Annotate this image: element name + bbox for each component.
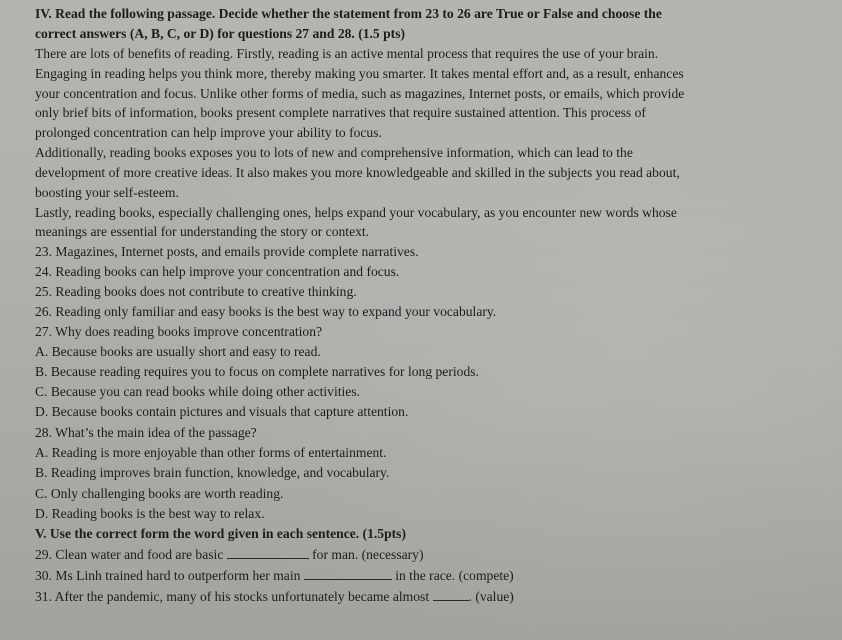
word-form-item-30: [35, 568, 514, 584]
q28-option-a: A. Reading is more enjoyable than other forms of entertainment.: [35, 445, 387, 460]
statement-23: 23. Magazines, Internet posts, and emails provide complete narratives.: [35, 244, 419, 259]
passage-line: Lastly, reading books, especially challenging ones, helps expand your vocabulary, as you encounter new words whose: [35, 205, 677, 220]
passage-line: prolonged concentration can help improve your ability to focus.: [35, 125, 382, 140]
statement-25: 25. Reading books does not contribute to creative thinking.: [35, 284, 357, 299]
word-form-item-29: [35, 547, 424, 563]
passage-line: development of more creative ideas. It also makes you more knowledgeable and skilled in the subjects you read about,: [35, 165, 680, 180]
q27-option-a: A. Because books are usually short and easy to read.: [35, 344, 321, 359]
word-form-item-31: [35, 589, 514, 605]
passage-line: There are lots of benefits of reading. Firstly, reading is an active mental process that requires the use of your brain.: [35, 46, 659, 61]
item-31-hint: . (value): [468, 589, 514, 604]
passage-line: only brief bits of information, books present complete narratives that require sustained attention. This process of: [35, 105, 646, 120]
statement-24: 24. Reading books can help improve your concentration and focus.: [35, 264, 400, 279]
answer-blank-29[interactable]: [227, 547, 309, 559]
item-30-hint: in the race. (compete): [391, 568, 514, 583]
passage-line: Engaging in reading helps you think more, thereby making you smarter. It takes mental effort and, as a result, enhances: [35, 66, 684, 81]
section-4-heading: IV. Read the following passage. Decide whether the statement from 23 to 26 are True or False and choose the: [35, 6, 662, 21]
section-4-heading-cont: correct answers (A, B, C, or D) for questions 27 and 28. (1.5 pts): [35, 26, 406, 41]
passage-line: your concentration and focus. Unlike other forms of media, such as magazines, Internet posts, or emails, which provide: [35, 86, 685, 101]
q27-option-d: D. Because books contain pictures and visuals that capture attention.: [35, 404, 409, 419]
question-27: 27. Why does reading books improve concentration?: [35, 324, 323, 339]
q28-option-c: C. Only challenging books are worth reading.: [35, 486, 284, 501]
statement-26: 26. Reading only familiar and easy books is the best way to expand your vocabulary.: [35, 304, 497, 319]
q28-option-d: D. Reading books is the best way to relax.: [35, 506, 265, 521]
passage-line: Additionally, reading books exposes you to lots of new and comprehensive information, which can lead to the: [35, 145, 633, 160]
q27-option-b: B. Because reading requires you to focus on complete narratives for long periods.: [35, 364, 479, 379]
q28-option-b: B. Reading improves brain function, knowledge, and vocabulary.: [35, 465, 390, 480]
item-31-text: 31. After the pandemic, many of his stocks unfortunately became almost: [35, 589, 433, 604]
q27-option-c: C. Because you can read books while doing other activities.: [35, 384, 361, 399]
item-29-text: 29. Clean water and food are basic: [35, 547, 227, 562]
section-5-heading: V. Use the correct form the word given in each sentence. (1.5pts): [35, 526, 406, 541]
question-28: 28. What’s the main idea of the passage?: [35, 425, 257, 440]
item-29-hint: for man. (necessary): [308, 547, 424, 562]
item-30-text: 30. Ms Linh trained hard to outperform her main: [35, 568, 304, 583]
passage-line: boosting your self-esteem.: [35, 185, 179, 200]
passage-line: meanings are essential for understanding the story or context.: [35, 224, 370, 239]
answer-blank-31[interactable]: [433, 589, 469, 601]
answer-blank-30[interactable]: [304, 568, 392, 580]
